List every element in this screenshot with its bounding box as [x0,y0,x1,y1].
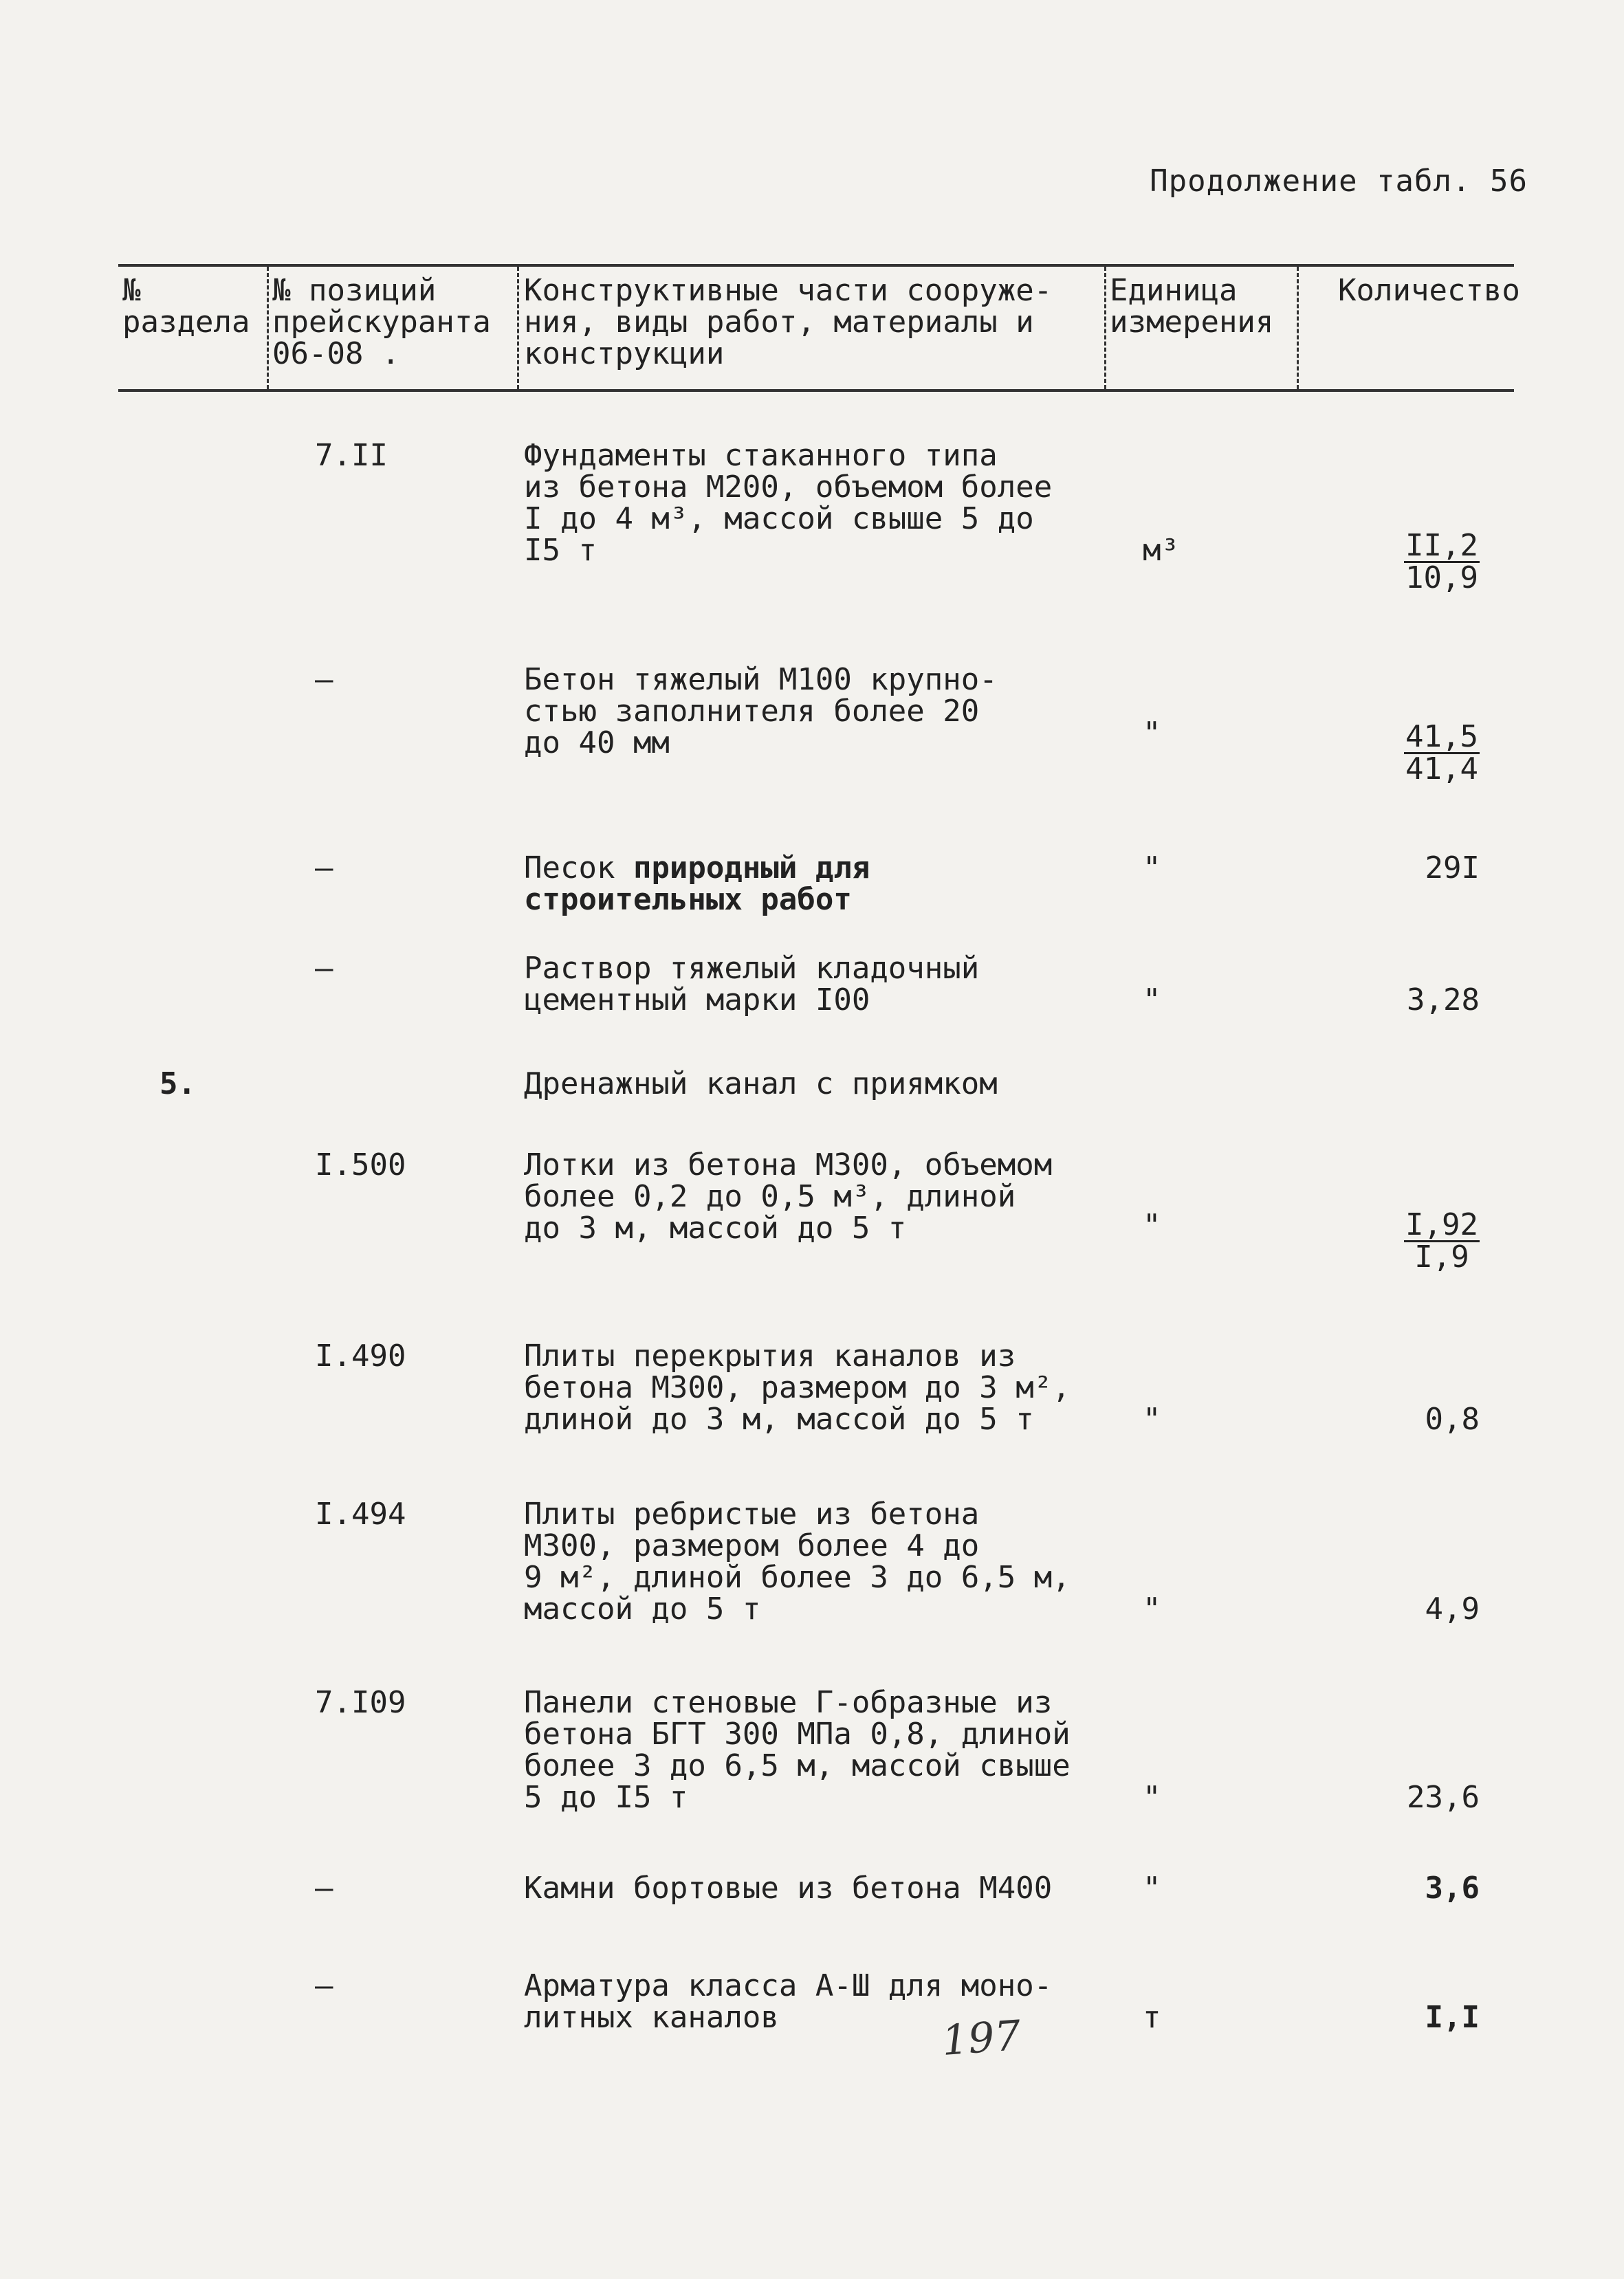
header-rule-bottom [118,389,1514,392]
continuation-label: Продолжение табл. 56 [1150,164,1528,199]
position-code: – [315,951,333,986]
quantity-numerator: I,92 [1405,1207,1478,1242]
header-quantity: Количество [1338,273,1520,308]
column-separator [267,267,269,389]
position-code: I.490 [315,1339,406,1374]
header-code: № позиций прейскуранта 06-08 . [272,273,491,371]
quantity-denominator: I,9 [1414,1240,1469,1275]
position-code: I.494 [315,1497,406,1532]
unit: м³ [1143,533,1179,568]
item-description: Арматура класса А-Ш для моно- литных каналов [524,1968,1053,2035]
unit: " [1143,850,1161,885]
description-part-bold: природный для строительных работ [524,850,870,917]
header-unit: Единица измерения [1110,273,1274,340]
position-code: – [315,1871,333,1906]
position-code: 7.I09 [315,1685,406,1720]
position-code: 7.II [315,438,388,473]
position-code: – [315,662,333,697]
item-description: Бетон тяжелый М100 крупно- стью заполнителя более 20 до 40 мм [524,662,998,760]
quantity: 3,6 [1425,1871,1480,1906]
quantity [1404,528,1480,595]
description-part: Песок [524,850,633,885]
unit: " [1143,1871,1161,1906]
item-description: Плиты перекрытия каналов из бетона М300, размером до 3 м², длиной до 3 м, массой до 5 т [524,1339,1071,1437]
position-code: – [315,850,333,885]
position-code: I.500 [315,1147,406,1182]
handwritten-page-number: 197 [940,2012,1022,2065]
quantity: I,I [1425,2000,1480,2035]
quantity: 0,8 [1425,1402,1480,1437]
quantity [1404,719,1480,786]
quantity: 4,9 [1425,1592,1480,1627]
quantity: 29I [1425,850,1480,885]
unit: " [1143,1780,1161,1815]
column-separator [517,267,519,389]
unit: " [1143,716,1161,751]
header-description: Конструктивные части сооруже- ния, виды работ, материалы и конструкции [524,273,1053,371]
quantity-denominator: 41,4 [1405,751,1478,786]
position-code: – [315,1968,333,2003]
item-description: Лотки из бетона М300, объемом более 0,2 до 0,5 м³, длиной до 3 м, массой до 5 т [524,1147,1053,1246]
section-title: Дренажный канал с приямком [524,1066,998,1101]
item-description: Плиты ребристые из бетона М300, размером более 4 до 9 м², длиной более 3 до 6,5 м, массой до 5 т [524,1497,1071,1627]
quantity [1404,1207,1480,1275]
unit: т [1143,2000,1161,2035]
unit: " [1143,1402,1161,1437]
item-description: Фундаменты стаканного типа из бетона М200, объемом более I до 4 м³, массой свыше 5 до I5 т [524,438,1053,568]
header-section: № раздела [122,273,250,340]
column-separator [1104,267,1106,389]
quantity: 23,6 [1407,1780,1480,1815]
item-description: Камни бортовые из бетона М400 [524,1871,1053,1906]
section-number: 5. [160,1066,196,1101]
unit: " [1143,982,1161,1017]
item-description: Панели стеновые Г-образные из бетона БГТ 300 МПа 0,8, длиной более 3 до 6,5 м, массой свыше 5 до I5 т [524,1685,1071,1815]
unit: " [1143,1208,1161,1243]
quantity-numerator: 41,5 [1405,719,1478,754]
quantity-numerator: II,2 [1405,528,1478,563]
item-description [524,852,1129,916]
item-description: Раствор тяжелый кладочный цементный марки I00 [524,951,980,1017]
unit: " [1143,1592,1161,1627]
quantity: 3,28 [1407,982,1480,1017]
header-rule-top [118,264,1514,267]
quantity-denominator: 10,9 [1405,560,1478,595]
column-separator [1297,267,1299,389]
